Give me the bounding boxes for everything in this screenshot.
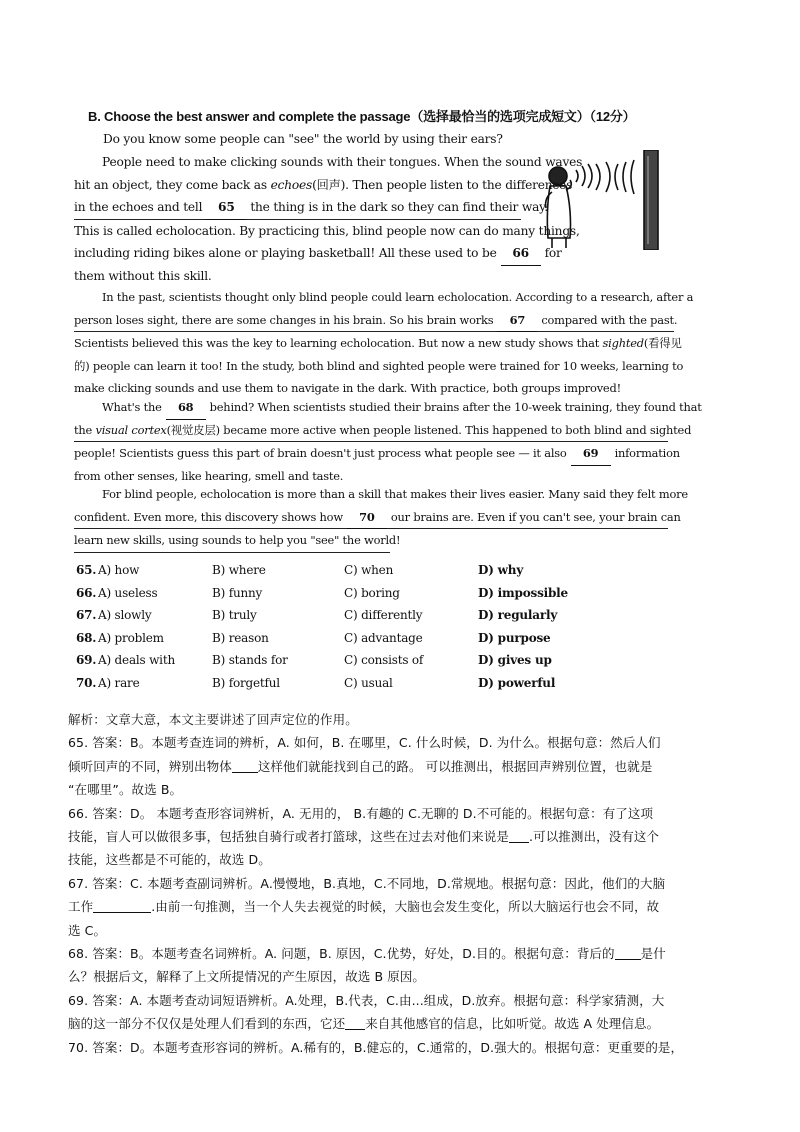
option-d: D) impossible [478,585,568,600]
question-number: 68. [76,630,97,645]
option-row [76,606,636,629]
passage-line [74,286,693,309]
option-row [76,584,636,607]
passage-line [74,220,582,243]
answer-blank [509,828,529,843]
italic-term: sighted [602,336,644,350]
option-b: B) where [212,563,266,577]
passage-paragraph-3 [74,286,693,400]
text: (看得见 [643,336,682,350]
answer-blank [232,758,258,773]
passage-paragraph-1 [103,128,503,151]
passage-line [74,355,693,378]
analysis-line [68,1012,732,1035]
text: This is called echolocation. By practicing this, blind people now can do many things, [74,223,580,238]
question-number: 67. [76,608,97,623]
text: from other senses, like hearing, smell and taste. [74,468,344,483]
option-c: C) when [344,563,394,577]
analysis-line: 66. 答案：D。 本题考查形容词辨析，A. 无用的， B.有趣的 C.无聊的 D.不可能的。根据句意：有了这项 [68,805,654,821]
text: 68. 答案：B。本题考查名词辨析。A. 问题，B. 原因，C.优势，好处，D.目的。根据句意：背后的 [68,946,615,962]
blank-67: 67 [497,309,537,333]
option-c: C) boring [344,585,400,600]
analysis-line: 67. 答案：C. 本题考查副词辨析。A.慢慢地，B.真地，C.不同地，D.常规地。根据句意：因此，他们的大脑 [68,875,666,891]
text: 脑的这一部分不仅仅是处理人们看到的东西，它还 [68,1016,346,1032]
text: person loses sight, there are some changes in his brain. So his brain works [74,312,494,327]
passage-line [74,396,702,419]
passage-line [74,265,582,288]
italic-term: echoes [270,177,313,192]
text: our brains are. Even if you can't see, your brain can [390,509,681,524]
text: .由前一句推测，当一个人失去视觉的时候，大脑也会发生变化，所以大脑运行也会不同，故 [151,899,660,915]
passage-line [74,332,693,355]
text: What's the [102,400,162,414]
text: hit an object, they come back as [74,177,271,192]
passage-line [74,442,702,465]
option-row [76,629,636,652]
passage-line [74,174,582,197]
answer-analysis [68,708,732,1059]
analysis-line: 解析：文章大意，本文主要讲述了回声定位的作用。 [68,712,358,727]
text: confident. Even more, this discovery shows how [74,509,343,524]
text: For blind people, echolocation is more than a skill that makes their lives easier. Many said they felt more [102,487,688,501]
option-a: A) rare [98,675,140,690]
option-a: A) how [98,563,140,577]
option-d: D) gives up [478,653,552,668]
text: the thing is in the dark so they can find their way. [250,200,548,214]
text: 技能，盲人可以做很多事，包括独自骑行或者打篮球，这些在过去对他们来说是 [68,829,510,845]
text: people! Scientists guess this part of brain doesn't just process what people see — it also [74,446,567,460]
analysis-line [68,755,732,778]
text: Scientists believed this was the key to learning echolocation. But now a new study shows that [74,336,603,350]
italic-term: visual cortex [95,422,167,437]
passage-line: Do you know some people can "see" the world by using their ears? [103,132,503,146]
option-c: C) usual [344,675,393,690]
text: the [74,422,96,437]
analysis-line [68,942,732,965]
question-number: 69. [76,653,97,668]
option-c: C) consists of [344,653,424,668]
option-row [76,561,636,584]
option-d: D) powerful [478,675,556,690]
analysis-line: 70. 答案：D。本题考查形容词的辨析。A.稀有的，B.健忘的，C.通常的，D.强大的。根据句意：更重要的是， [68,1039,684,1055]
option-b: B) reason [212,630,269,645]
analysis-line: 么？根据后文，解释了上文所提情况的产生原因，故选 B 原因。 [68,969,426,985]
analysis-line [68,825,732,848]
text: (回声). Then people listen to the differences [312,177,573,192]
option-row [76,674,636,697]
option-b: B) stands for [212,653,288,668]
text: behind? When scientists studied their brains after the 10-week training, they found that [209,400,702,414]
analysis-line: 69. 答案：A. 本题考查动词短语辨析。A.处理，B.代表，C.由...组成，D.放弃。根据句意：科学家猜测，大 [68,992,665,1008]
option-b: B) funny [212,585,263,600]
text: compared with the past. [541,312,678,327]
text: 倾听回声的不同，辨别出物体 [68,758,232,774]
analysis-line: 技能，这些都是不可能的，故选 D。 [68,852,271,868]
text: People need to make clicking sounds with their tongues. When the sound waves [102,155,583,169]
analysis-line: 65. 答案：B。本题考查连词的辨析，A. 如何，B. 在哪里，C. 什么时候，D. 为什么。根据句意：然后人们 [68,735,661,751]
passage-paragraph-5 [74,483,688,553]
blank-65: 65 [206,196,246,220]
option-a: A) useless [98,585,158,600]
text: in the echoes and tell [74,200,203,214]
option-b: B) forgetful [212,675,280,690]
passage-line [74,242,582,265]
text: them without this skill. [74,268,212,283]
analysis-line: 选 C。 [68,922,107,938]
passage-line [74,196,548,220]
text: In the past, scientists thought only blind people could learn echolocation. According to a research, after a [102,290,694,304]
blank-70: 70 [347,506,387,530]
text: including riding bikes alone or playing basketball! All these used to be [74,246,497,260]
passage-line [74,506,681,530]
blank-66: 66 [501,242,541,266]
text: make clicking sounds and use them to navigate in the dark. With practice, both groups improved! [74,381,621,395]
blank-68: 68 [166,396,206,420]
passage-line [74,483,688,506]
option-c: C) advantage [344,630,423,645]
option-a: A) slowly [98,608,152,623]
option-c: C) differently [344,608,423,623]
option-b: B) truly [212,608,257,623]
text: .可以推测出，没有这个 [529,829,660,845]
text: information [614,446,680,460]
option-row [76,651,636,674]
question-number: 66. [76,585,97,600]
passage-line [74,419,692,443]
text: 这样他们就能找到自己的路。 可以推测出，根据回声辨别位置，也就是 [257,758,653,774]
passage-paragraph-4 [74,396,702,487]
question-number: 65. [76,563,97,577]
question-number: 70. [76,675,97,690]
answer-options [76,561,636,697]
text: for [544,246,562,260]
blank-69: 69 [571,442,611,466]
option-a: A) problem [98,630,164,645]
passage-line [74,151,582,174]
passage-line [74,309,678,333]
analysis-line [68,895,732,918]
text: 是什 [640,946,666,962]
text: 工作 [68,899,94,915]
answer-blank [93,898,151,913]
answer-blank [345,1015,365,1030]
option-d: D) why [478,563,524,577]
option-d: D) regularly [478,608,558,623]
answer-blank [615,945,641,960]
text: 的) people can learn it too! In the study, both blind and sighted people were trained for 10 weeks, learning to [74,358,684,373]
text: (视觉皮层) became more active when people listened. This happened to both blind and sighted [166,422,692,437]
analysis-line: “在哪里”。故选 B。 [68,782,183,798]
section-title: B. Choose the best answer and complete the passage（选择最恰当的选项完成短文）（12分） [88,109,636,124]
option-d: D) purpose [478,630,551,645]
passage-paragraph-2 [74,151,582,287]
passage-line [74,529,401,553]
text: 来自其他感官的信息，比如听觉。故选 A 处理信息。 [365,1016,660,1032]
option-a: A) deals with [98,653,175,668]
text: learn new skills, using sounds to help you "see" the world! [74,533,401,547]
